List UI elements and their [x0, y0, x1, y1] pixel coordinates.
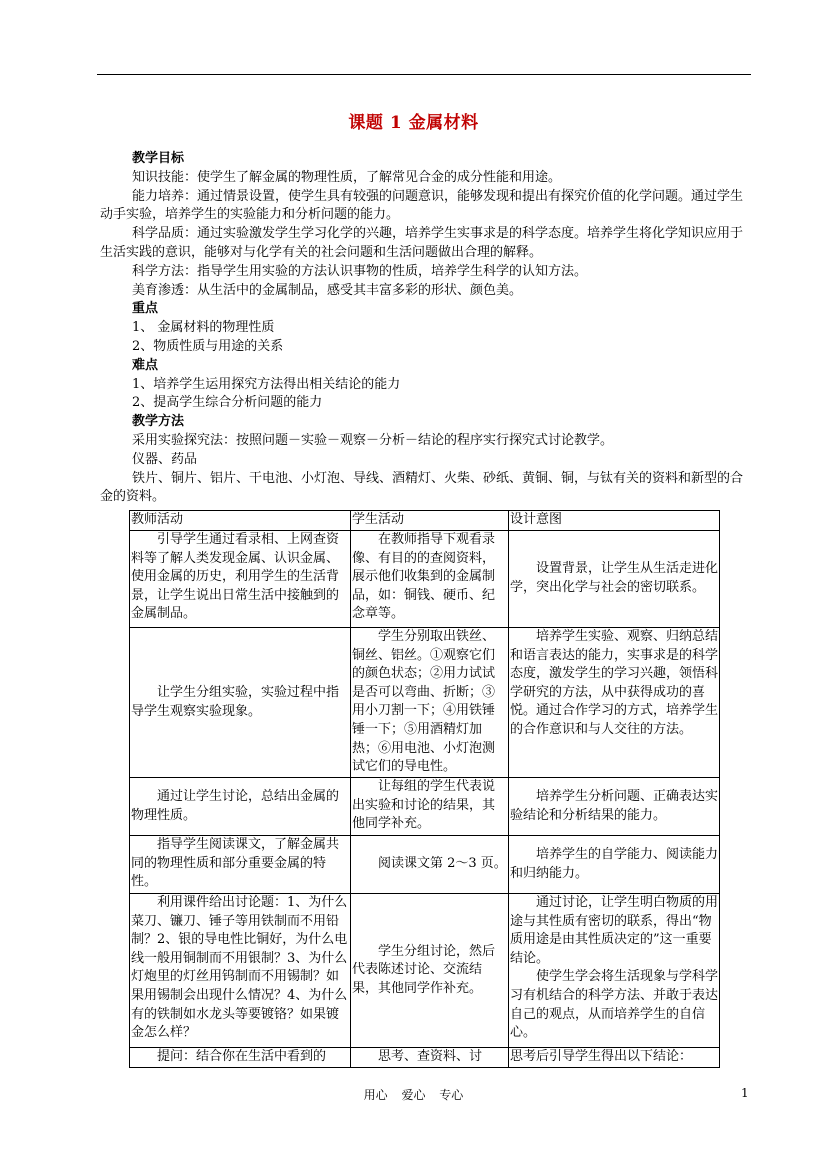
teacher-cell	[130, 628, 351, 778]
intent-cell	[509, 1048, 720, 1068]
student-cell	[351, 894, 509, 1048]
cell-text: 让每组的学生代表说出实验和讨论的结果，其他同学补充。	[352, 779, 496, 832]
table-row	[130, 531, 720, 628]
table-row	[130, 778, 720, 836]
intent-cell	[509, 778, 720, 836]
header-teacher: 教师活动	[130, 511, 351, 531]
header-rule	[97, 74, 751, 75]
document-body	[100, 150, 752, 507]
key-point-item: 2、物质性质与用途的关系	[132, 338, 284, 354]
student-cell	[351, 628, 509, 778]
teacher-cell	[130, 531, 351, 628]
cell-text: 引导学生通过看录相、上网查资料等了解人类发现金属、认识金属、使用金属的历史，利用学生的生活背景，让学生说出日常生活中接触到的金属制品。	[131, 532, 340, 622]
key-points-heading: 重点	[132, 301, 159, 317]
cell-text: 使学生学会将生活现象与学科学习有机结合的科学方法、并敢于表达自己的观点，从而培养学生的自信心。	[510, 969, 719, 1041]
teacher-cell	[130, 894, 351, 1048]
cell-text: 学生分别取出铁丝、铜丝、铝丝。①观察它们的颜色状态；②用力试试是否可以弯曲、折断；③用小刀割一下；④用铁锤锤一下；⑤用酒精灯加热；⑥用电池、小灯泡测试它们的导电性。	[352, 629, 496, 775]
cell-text: 培养学生实验、观察、归纳总结和语言表达的能力，实事求是的科学态度，激发学生的学习兴趣，领悟科学研究的方法，从中获得成功的喜悦。通过合作学习的方式，培养学生的合作意识和与人交往的方法。	[510, 629, 719, 737]
lesson-plan-table	[129, 510, 720, 1068]
table-row	[130, 628, 720, 778]
objective-method: 科学方法：指导学生用实验的方法认识事物的性质，培养学生科学的认知方法。	[132, 263, 588, 279]
objectives-heading: 教学目标	[132, 151, 185, 166]
cell-text: 利用课件给出讨论题：1、为什么菜刀、镰刀、锤子等用铁制而不用铅制？2、银的导电性比铜好，为什么电线一般用铜制而不用银制？3、为什么灯炮里的灯丝用钨制而不用锡制？如果用锡制会出现什么情况？4、为什么有的铁制如水龙头等要镀铬？如果镀金怎么样？	[131, 895, 348, 1041]
teacher-cell	[130, 778, 351, 836]
cell-text: 阅读课文第 2～3 页。	[378, 856, 507, 872]
table-row	[130, 1048, 720, 1068]
cell-text: 设置背景，让学生从生活走进化学，突出化学与社会的密切联系。	[510, 561, 719, 595]
teaching-method-heading: 教学方法	[132, 414, 185, 430]
table-header-row	[130, 511, 720, 531]
teacher-cell	[130, 1048, 351, 1068]
objective-knowledge: 知识技能：使学生了解金属的物理性质，了解常见合金的成分性能和用途。	[132, 169, 562, 185]
intent-cell	[509, 531, 720, 628]
cell-text: 培养学生分析问题、正确表达实验结论和分析结果的能力。	[510, 788, 719, 823]
header-intent: 设计意图	[509, 511, 720, 531]
difficulty-item: 1、培养学生运用探究方法得出相关结论的能力	[132, 376, 401, 392]
intent-cell	[509, 836, 720, 894]
page-number: 1	[741, 1086, 749, 1100]
intent-cell	[509, 628, 720, 778]
cell-text: 让学生分组实验，实验过程中指导学生观察实验现象。	[131, 684, 340, 719]
cell-text: 培养学生的自学能力、阅读能力和归纳能力。	[510, 846, 719, 881]
objective-quality: 科学品质：通过实验激发学生学习化学的兴趣，培养学生实事求是的科学态度。培养学生将化学知识应用于生活实践的意识，能够对与化学有关的社会问题和生活问题做出合理的解释。	[100, 226, 744, 260]
teacher-cell	[130, 836, 351, 894]
cell-text: 思考、查资料、讨	[378, 1049, 483, 1064]
table-row	[130, 894, 720, 1048]
student-cell	[351, 531, 509, 628]
page-title: 课题 1 金属材料	[348, 113, 479, 133]
cell-text: 指导学生阅读课文，了解金属共同的物理性质和部分重要金属的特性。	[131, 837, 340, 890]
objective-ability: 能力培养：通过情景设置，使学生具有较强的问题意识，能够发现和提出有探究价值的化学问题。通过学生动手实验，培养学生的实验能力和分析问题的能力。	[100, 188, 744, 223]
teaching-method-text: 采用实验探究法：按照问题－实验－观察－分析－结论的程序实行探究式讨论教学。	[132, 432, 614, 448]
cell-text: 学生分组讨论，然后代表陈述讨论、交流结果，其他同学作补充。	[352, 943, 496, 996]
page-footer: 用心 爱心 专心	[363, 1088, 464, 1102]
student-cell	[351, 836, 509, 894]
header-student: 学生活动	[351, 511, 509, 531]
intent-cell	[509, 894, 720, 1048]
equipment-text: 铁片、铜片、铝片、干电池、小灯泡、导线、酒精灯、火柴、砂纸、黄铜、铜，与钛有关的资料和新型的合金的资料。	[100, 470, 744, 505]
cell-text: 在教师指导下观看录像、有目的的查阅资料，展示他们收集到的金属制品，如：铜钱、硬币、纪念章等。	[352, 532, 496, 622]
difficulty-item: 2、提高学生综合分析问题的能力	[132, 395, 323, 411]
student-cell	[351, 778, 509, 836]
difficulties-heading: 难点	[132, 357, 159, 373]
cell-text: 提问：结合你在生活中看到的	[157, 1049, 327, 1064]
key-point-item: 1、 金属材料的物理性质	[132, 320, 275, 336]
equipment-heading: 仪器、药品	[132, 451, 198, 467]
cell-text: 思考后引导学生得出以下结论：	[510, 1049, 693, 1064]
cell-text: 通过让学生讨论，总结出金属的物理性质。	[131, 788, 340, 823]
student-cell	[351, 1048, 509, 1068]
cell-text: 通过讨论，让学生明白物质的用途与其性质有密切的联系，得出“物质用途是由其性质决定的”这一重要结论。	[510, 895, 719, 966]
table-row	[130, 836, 720, 894]
objective-aesthetic: 美育渗透：从生活中的金属制品，感受其丰富多彩的形状、颜色美。	[132, 282, 523, 298]
